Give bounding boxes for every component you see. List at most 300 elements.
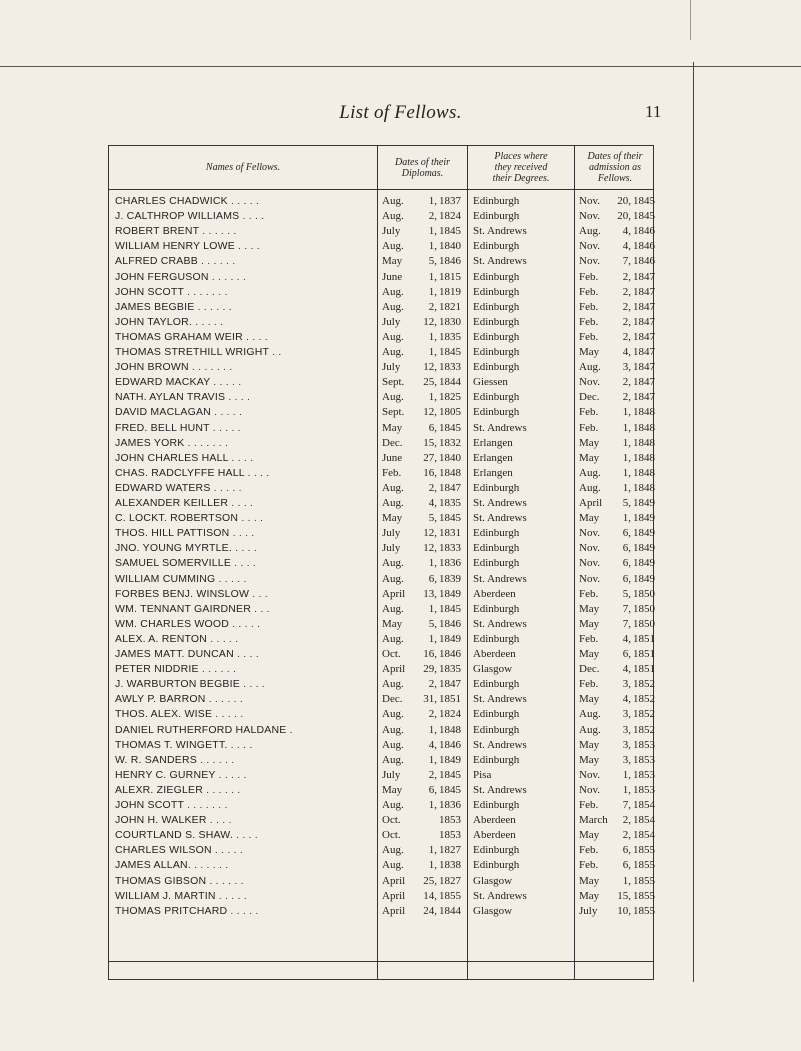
table-row bbox=[109, 405, 655, 420]
admission-day: 6, bbox=[622, 557, 631, 570]
degree-place: Edinburgh bbox=[473, 315, 520, 328]
degree-place: Giessen bbox=[473, 376, 508, 389]
diploma-year: 1849 bbox=[439, 587, 461, 600]
leader-dots: . . . . bbox=[236, 829, 258, 842]
diploma-year: 1824 bbox=[439, 708, 461, 721]
fellow-name-text: JOHN SCOTT bbox=[115, 799, 184, 811]
admission-day: 20, bbox=[617, 195, 631, 207]
diploma-month: Aug. bbox=[382, 481, 404, 494]
fellow-name bbox=[115, 602, 379, 617]
degree-place: Edinburgh bbox=[473, 708, 520, 721]
diploma-day: 1, bbox=[428, 859, 437, 872]
fellow-name bbox=[115, 270, 379, 285]
admission-year: 1855 bbox=[633, 844, 655, 857]
leader-dots: . . . . . . bbox=[209, 874, 244, 887]
admission-month: Feb. bbox=[579, 270, 599, 283]
fellow-name-text: JNO. YOUNG MYRTLE. bbox=[115, 542, 232, 555]
leader-dots: . . . . bbox=[231, 451, 254, 464]
diploma-day: 1, bbox=[428, 330, 437, 343]
diploma-month: Aug. bbox=[382, 799, 404, 811]
fellow-name-text: ALEX. A. RENTON bbox=[115, 632, 208, 645]
degree-place: Edinburgh bbox=[473, 361, 520, 374]
leader-dots: . . . . . . bbox=[202, 225, 237, 238]
table-row bbox=[109, 541, 655, 556]
diploma-year: 1846 bbox=[439, 255, 461, 268]
diploma-year: 1844 bbox=[439, 376, 461, 389]
diploma-month: Aug. bbox=[382, 285, 404, 298]
table-row bbox=[109, 224, 655, 239]
admission-year: 1855 bbox=[633, 904, 655, 917]
header-rule bbox=[109, 189, 653, 190]
admission-year: 1847 bbox=[633, 315, 655, 328]
admission-month: Feb. bbox=[579, 315, 599, 328]
table-row bbox=[109, 783, 655, 798]
leader-dots: . . . . . bbox=[231, 195, 260, 207]
diploma-day: 31, bbox=[423, 693, 437, 706]
diploma-year: 1845 bbox=[439, 783, 461, 796]
table-row bbox=[109, 451, 655, 466]
fellow-name-text: JOHN FERGUSON bbox=[115, 270, 209, 283]
diploma-year: 1836 bbox=[439, 799, 461, 811]
leader-dots: . . . bbox=[252, 587, 268, 600]
fellow-name-text: CHARLES WILSON bbox=[115, 844, 212, 857]
degree-place: Edinburgh bbox=[473, 557, 520, 570]
admission-day: 2, bbox=[622, 285, 631, 298]
diploma-year: 1835 bbox=[439, 330, 461, 343]
admission-month: Aug. bbox=[579, 481, 601, 494]
degree-place: Edinburgh bbox=[473, 753, 520, 766]
diploma-year: 1845 bbox=[439, 346, 461, 358]
admission-month: Nov. bbox=[579, 240, 600, 253]
diploma-year: 1840 bbox=[439, 240, 461, 253]
admission-month: Feb. bbox=[579, 300, 599, 313]
diploma-month: July bbox=[382, 768, 401, 781]
diploma-month: Aug. bbox=[382, 632, 404, 645]
admission-day: 3, bbox=[622, 708, 631, 721]
diploma-year: 1830 bbox=[439, 315, 461, 328]
admission-month: Dec. bbox=[579, 663, 600, 676]
leader-dots: . . . . . . bbox=[194, 859, 229, 872]
fellow-name bbox=[115, 677, 379, 692]
diploma-day: 1, bbox=[428, 632, 437, 645]
fellow-name-text: WM. TENNANT GAIRDNER bbox=[115, 602, 252, 615]
fellow-name-text: THOMAS STRETHILL WRIGHT bbox=[115, 346, 269, 358]
diploma-year: 1845 bbox=[439, 602, 461, 615]
diploma-month: Aug. bbox=[382, 678, 404, 691]
admission-month: May bbox=[579, 602, 600, 615]
fellow-name bbox=[115, 360, 379, 375]
admission-year: 1853 bbox=[633, 738, 655, 751]
fellow-name-text: FORBES BENJ. WINSLOW bbox=[115, 587, 250, 600]
fellow-name bbox=[115, 345, 379, 360]
admission-day: 7, bbox=[622, 617, 631, 630]
header-admission bbox=[575, 146, 655, 189]
diploma-year: 1825 bbox=[439, 391, 461, 404]
diploma-year: 1805 bbox=[439, 406, 461, 419]
degree-place: Aberdeen bbox=[473, 829, 516, 842]
leader-dots: . . . . . . bbox=[211, 270, 247, 283]
diploma-day: 12, bbox=[423, 527, 437, 540]
degree-place: St. Andrews bbox=[473, 783, 527, 796]
fellow-name-text: AWLY P. BARRON bbox=[115, 693, 206, 706]
table-row bbox=[109, 330, 655, 345]
diploma-month: Aug. bbox=[382, 844, 404, 857]
diploma-year: 1845 bbox=[439, 768, 461, 781]
table-row bbox=[109, 511, 655, 526]
admission-month: May bbox=[579, 693, 600, 706]
fellow-name bbox=[115, 632, 379, 647]
diploma-year: 1845 bbox=[439, 512, 461, 525]
table-row bbox=[109, 375, 655, 390]
diploma-year: 1846 bbox=[439, 617, 461, 630]
admission-day: 20, bbox=[617, 210, 631, 223]
admission-day: 1, bbox=[622, 874, 631, 887]
admission-day: 4, bbox=[622, 693, 631, 706]
leader-dots: . . . . . . bbox=[200, 753, 235, 766]
diploma-month: May bbox=[382, 617, 403, 630]
fellow-name bbox=[115, 541, 379, 556]
admission-month: March bbox=[579, 814, 608, 827]
degree-place: Edinburgh bbox=[473, 391, 520, 404]
admission-month: May bbox=[579, 829, 600, 842]
admission-year: 1848 bbox=[633, 451, 655, 464]
admission-day: 1, bbox=[622, 406, 631, 419]
admission-day: 5, bbox=[622, 587, 631, 600]
fellow-name bbox=[115, 572, 379, 587]
admission-month: Feb. bbox=[579, 285, 599, 298]
diploma-month: Dec. bbox=[382, 436, 403, 449]
admission-day: 3, bbox=[622, 723, 631, 736]
leader-dots: . . . . bbox=[228, 391, 251, 404]
admission-year: 1853 bbox=[633, 753, 655, 766]
diploma-month: April bbox=[382, 587, 406, 600]
degree-place: Aberdeen bbox=[473, 814, 516, 827]
degree-place: Aberdeen bbox=[473, 587, 516, 600]
diploma-day: 25, bbox=[423, 874, 437, 887]
diploma-month: June bbox=[382, 270, 403, 283]
header-names-text: Names of Fellows. bbox=[205, 162, 281, 173]
diploma-year: 1847 bbox=[439, 678, 461, 691]
leader-dots: . . . . . bbox=[214, 844, 243, 857]
leader-dots: . . . . bbox=[234, 557, 256, 570]
table-row bbox=[109, 677, 655, 692]
degree-place: Aberdeen bbox=[473, 648, 516, 660]
fellow-name bbox=[115, 194, 379, 209]
admission-year: 1854 bbox=[633, 814, 655, 827]
leader-dots: . . . . . . bbox=[201, 255, 236, 268]
fellow-name bbox=[115, 707, 379, 722]
admission-month: Nov. bbox=[579, 557, 600, 570]
fellow-name bbox=[115, 285, 379, 300]
diploma-month: June bbox=[382, 451, 403, 464]
admission-day: 2, bbox=[622, 330, 631, 343]
header-admission-line: admission as bbox=[589, 162, 641, 173]
fellow-name-text: DAVID MACLAGAN bbox=[115, 406, 211, 419]
table-row bbox=[109, 768, 655, 783]
diploma-month: Feb. bbox=[382, 466, 402, 479]
diploma-day: 14, bbox=[423, 889, 437, 902]
fellow-name bbox=[115, 390, 379, 405]
diploma-month: Aug. bbox=[382, 753, 404, 766]
admission-year: 1853 bbox=[633, 768, 655, 781]
admission-month: Nov. bbox=[579, 527, 600, 540]
diploma-day: 25, bbox=[423, 376, 437, 389]
fellow-name bbox=[115, 783, 379, 798]
leader-dots: . bbox=[289, 723, 293, 736]
degree-place: Edinburgh bbox=[473, 632, 520, 645]
admission-day: 4, bbox=[622, 240, 631, 253]
admission-day: 2, bbox=[622, 391, 631, 404]
diploma-month: Aug. bbox=[382, 391, 404, 404]
diploma-day: 1, bbox=[428, 270, 437, 283]
table-row bbox=[109, 587, 655, 602]
admission-year: 1852 bbox=[633, 693, 655, 706]
fellow-name bbox=[115, 405, 379, 420]
leader-dots: . . . . . . bbox=[201, 663, 237, 676]
diploma-month: July bbox=[382, 527, 401, 540]
diploma-day: 1, bbox=[428, 602, 437, 615]
table-row bbox=[109, 194, 655, 209]
admission-month: Feb. bbox=[579, 406, 599, 419]
admission-year: 1847 bbox=[633, 330, 655, 343]
leader-dots: . . . . bbox=[232, 527, 255, 540]
fellow-name bbox=[115, 874, 379, 889]
fellow-name-text: C. LOCKT. ROBERTSON bbox=[115, 512, 239, 525]
table-row bbox=[109, 662, 655, 677]
table-row bbox=[109, 813, 655, 828]
table-row bbox=[109, 300, 655, 315]
diploma-day: 2, bbox=[428, 210, 437, 223]
fellow-name bbox=[115, 753, 379, 768]
diploma-month: Aug. bbox=[382, 195, 404, 207]
diploma-year: 1840 bbox=[439, 451, 461, 464]
leader-dots: . . . . . . . bbox=[187, 436, 229, 449]
admission-month: May bbox=[579, 874, 600, 887]
diploma-day: 2, bbox=[428, 481, 437, 494]
admission-month: Nov. bbox=[579, 542, 600, 555]
degree-place: St. Andrews bbox=[473, 693, 527, 706]
fellow-name-text: PETER NIDDRIE bbox=[115, 663, 199, 676]
admission-year: 1850 bbox=[633, 617, 655, 630]
admission-month: Dec. bbox=[579, 391, 600, 404]
diploma-day: 1, bbox=[428, 557, 437, 570]
admission-year: 1846 bbox=[633, 240, 655, 253]
diploma-year: 1821 bbox=[439, 300, 461, 313]
diploma-month: Aug. bbox=[382, 300, 404, 313]
diploma-month: May bbox=[382, 421, 403, 434]
diploma-day: 12, bbox=[423, 315, 437, 328]
admission-year: 1854 bbox=[633, 829, 655, 842]
diploma-month: Oct. bbox=[382, 814, 401, 827]
admission-year: 1847 bbox=[633, 391, 655, 404]
diploma-month: Aug. bbox=[382, 557, 404, 570]
admission-day: 6, bbox=[622, 527, 631, 540]
fellow-name bbox=[115, 451, 379, 466]
page-edge-right bbox=[693, 62, 694, 982]
admission-month: Feb. bbox=[579, 632, 599, 645]
diploma-year: 1824 bbox=[439, 210, 461, 223]
fellow-name-text: CHAS. RADCLYFFE HALL bbox=[115, 466, 245, 479]
diploma-year: 1844 bbox=[439, 904, 461, 917]
admission-year: 1850 bbox=[633, 602, 655, 615]
admission-year: 1852 bbox=[633, 723, 655, 736]
page-edge-top bbox=[0, 66, 801, 67]
header-places-line: Places where bbox=[494, 151, 548, 162]
degree-place: St. Andrews bbox=[473, 617, 527, 630]
admission-day: 10, bbox=[617, 904, 631, 917]
degree-place: St. Andrews bbox=[473, 889, 527, 902]
admission-month: Aug. bbox=[579, 723, 601, 736]
diploma-month: Aug. bbox=[382, 602, 404, 615]
diploma-month: Dec. bbox=[382, 693, 403, 706]
admission-day: 2, bbox=[622, 270, 631, 283]
fellow-name-text: CHARLES CHADWICK bbox=[115, 195, 228, 207]
admission-month: Nov. bbox=[579, 783, 600, 796]
header-admission-line: Dates of their bbox=[587, 151, 643, 162]
fellow-name bbox=[115, 254, 379, 269]
diploma-month: Oct. bbox=[382, 648, 401, 660]
diploma-day: 27, bbox=[423, 451, 437, 464]
diploma-day: 4, bbox=[428, 738, 437, 751]
fellow-name bbox=[115, 421, 379, 436]
degree-place: Edinburgh bbox=[473, 300, 520, 313]
admission-day: 7, bbox=[622, 255, 631, 268]
admission-day: 6, bbox=[622, 542, 631, 555]
admission-month: Nov. bbox=[579, 210, 600, 223]
degree-place: Edinburgh bbox=[473, 406, 520, 419]
fellow-name bbox=[115, 496, 379, 511]
diploma-year: 1835 bbox=[439, 663, 461, 676]
header-admission-line: Fellows. bbox=[597, 173, 633, 184]
admission-month: May bbox=[579, 889, 600, 902]
admission-year: 1848 bbox=[633, 436, 655, 449]
fellow-name-text: THOMAS T. WINGETT. bbox=[115, 738, 228, 751]
diploma-month: July bbox=[382, 315, 401, 328]
admission-month: Nov. bbox=[579, 768, 600, 781]
degree-place: Edinburgh bbox=[473, 481, 520, 494]
admission-day: 7, bbox=[622, 799, 631, 811]
page-header bbox=[0, 102, 801, 128]
admission-year: 1855 bbox=[633, 874, 655, 887]
diploma-month: Aug. bbox=[382, 859, 404, 872]
diploma-year: 1847 bbox=[439, 481, 461, 494]
diploma-day: 6, bbox=[428, 783, 437, 796]
fellow-name bbox=[115, 738, 379, 753]
fellow-name bbox=[115, 330, 379, 345]
table-row bbox=[109, 904, 655, 919]
leader-dots: . . bbox=[272, 346, 282, 358]
admission-year: 1851 bbox=[633, 648, 655, 660]
table-row bbox=[109, 496, 655, 511]
table-row bbox=[109, 556, 655, 571]
diploma-month: Oct. bbox=[382, 829, 401, 842]
diploma-year: 1851 bbox=[439, 693, 461, 706]
header-places bbox=[468, 146, 574, 189]
fellow-name-text: WILLIAM J. MARTIN bbox=[115, 889, 216, 902]
degree-place: St. Andrews bbox=[473, 225, 527, 238]
diploma-year: 1835 bbox=[439, 497, 461, 509]
admission-day: 7, bbox=[622, 602, 631, 615]
admission-day: 4, bbox=[622, 632, 631, 645]
fellow-name-text: JAMES BEGBIE bbox=[115, 300, 195, 313]
degree-place: Edinburgh bbox=[473, 210, 520, 223]
fellow-name-text: W. R. SANDERS bbox=[115, 753, 197, 766]
footer-rule bbox=[109, 961, 653, 962]
admission-year: 1848 bbox=[633, 406, 655, 419]
table-row bbox=[109, 828, 655, 843]
diploma-year: 1839 bbox=[439, 572, 461, 585]
admission-month: Feb. bbox=[579, 421, 599, 434]
table-row bbox=[109, 239, 655, 254]
diploma-month: April bbox=[382, 904, 406, 917]
degree-place: Erlangen bbox=[473, 451, 513, 464]
degree-place: Edinburgh bbox=[473, 270, 520, 283]
admission-year: 1849 bbox=[633, 542, 655, 555]
fellow-name bbox=[115, 587, 379, 602]
fellow-name-text: ROBERT BRENT bbox=[115, 225, 200, 238]
diploma-day: 1, bbox=[428, 285, 437, 298]
leader-dots: . . . . . . . bbox=[187, 799, 228, 811]
fellow-name-text: JOHN SCOTT bbox=[115, 285, 184, 298]
diploma-month: April bbox=[382, 889, 406, 902]
fellow-name-text: JAMES ALLAN. bbox=[115, 859, 191, 872]
diploma-year: 1849 bbox=[439, 632, 461, 645]
table-row bbox=[109, 345, 655, 360]
admission-year: 1846 bbox=[633, 255, 655, 268]
admission-month: Feb. bbox=[579, 859, 599, 872]
admission-month: July bbox=[579, 904, 598, 917]
admission-year: 1847 bbox=[633, 285, 655, 298]
leader-dots: . . . . bbox=[238, 240, 260, 253]
diploma-month: Aug. bbox=[382, 346, 404, 358]
table-row bbox=[109, 466, 655, 481]
leader-dots: . . . . . bbox=[232, 617, 261, 630]
admission-month: May bbox=[579, 753, 600, 766]
fellow-name bbox=[115, 723, 379, 738]
leader-dots: . . . . . bbox=[218, 572, 247, 585]
diploma-day: 29, bbox=[423, 663, 437, 676]
degree-place: Erlangen bbox=[473, 436, 513, 449]
admission-month: Feb. bbox=[579, 799, 599, 811]
admission-year: 1851 bbox=[633, 663, 655, 676]
fellow-name-text: NATH. AYLAN TRAVIS bbox=[115, 391, 226, 404]
admission-day: 1, bbox=[622, 783, 631, 796]
header-diplomas-line: Diplomas. bbox=[401, 167, 444, 179]
admission-year: 1853 bbox=[633, 783, 655, 796]
diploma-month: Aug. bbox=[382, 572, 404, 585]
admission-year: 1849 bbox=[633, 497, 655, 509]
admission-month: Nov. bbox=[579, 195, 600, 207]
fellow-name-text: JOHN BROWN bbox=[115, 361, 189, 374]
leader-dots: . . . . bbox=[231, 497, 254, 509]
table-row bbox=[109, 526, 655, 541]
admission-month: May bbox=[579, 436, 600, 449]
table-row bbox=[109, 798, 655, 813]
leader-dots: . . . . bbox=[243, 678, 265, 691]
table-row bbox=[109, 843, 655, 858]
diploma-day: 5, bbox=[428, 512, 437, 525]
diploma-month: May bbox=[382, 783, 403, 796]
fellow-name bbox=[115, 768, 379, 783]
admission-year: 1855 bbox=[633, 859, 655, 872]
admission-month: Feb. bbox=[579, 330, 599, 343]
fellow-name-text: DANIEL RUTHERFORD HALDANE bbox=[115, 723, 287, 736]
diploma-day: 2, bbox=[428, 678, 437, 691]
degree-place: Edinburgh bbox=[473, 195, 520, 207]
admission-year: 1845 bbox=[633, 195, 655, 207]
degree-place: Glasgow bbox=[473, 874, 513, 887]
scan-edge bbox=[690, 0, 691, 40]
